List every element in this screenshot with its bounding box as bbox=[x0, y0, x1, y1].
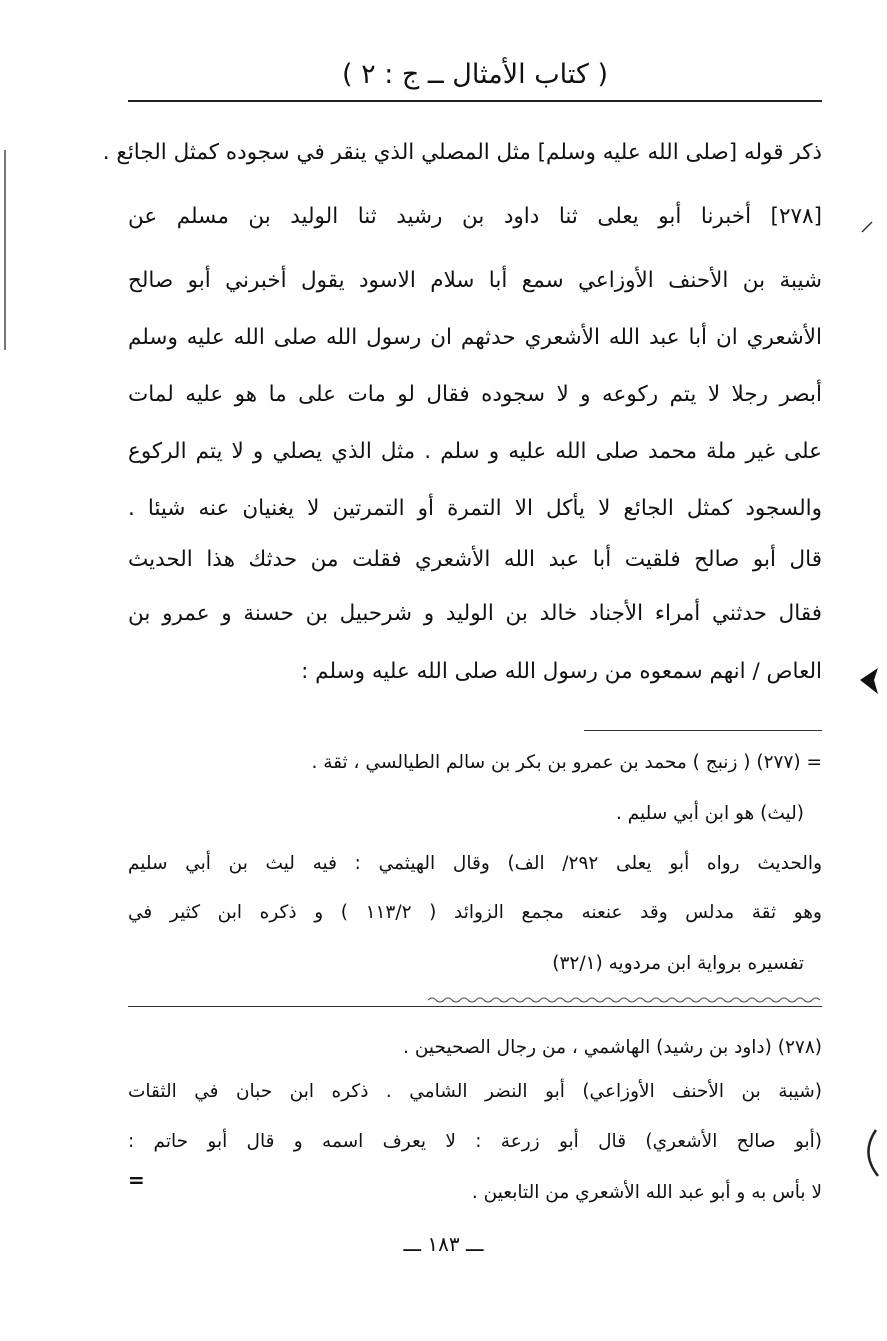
main-text-line: الأشعري ان أبا عبد الله الأشعري حدثهم ان رسول الله صلى الله عليه وسلم bbox=[128, 325, 822, 350]
footnote-separator bbox=[128, 1006, 822, 1007]
margin-tick-icon bbox=[860, 220, 874, 234]
footnote-line: وهو ثقة مدلس وقد عنعنه مجمع الزوائد ( ١١٣/٢ ) و ذكره ابن كثير في bbox=[128, 902, 822, 923]
footnote-line: (أبو صالح الأشعري) قال أبو زرعة : لا يعرف اسمه و قال أبو حاتم : bbox=[128, 1131, 822, 1152]
main-text-line: أبصر رجلا لا يتم ركوعه و لا سجوده فقال لو مات على ما هو عليه لمات bbox=[128, 382, 822, 407]
continuation-mark: = bbox=[128, 1168, 145, 1192]
main-text-line: شيبة بن الأحنف الأوزاعي سمع أبا سلام الاسود يقول أخبرني أبو صالح bbox=[128, 268, 822, 293]
main-text-line: [٢٧٨] أخبرنا أبو يعلى ثنا داود بن رشيد ثنا الوليد بن مسلم عن bbox=[128, 204, 822, 229]
header-rule bbox=[128, 100, 822, 102]
main-text-line: والسجود كمثل الجائع لا يأكل الا التمرة أو التمرتين لا يغنيان عنه شيئا . bbox=[128, 496, 822, 521]
main-text-line: ذكر قوله [صلى الله عليه وسلم] مثل المصلي الذي ينقر في سجوده كمثل الجائع . bbox=[102, 140, 822, 165]
wavy-separator bbox=[128, 996, 822, 1004]
main-text-line: قال أبو صالح فلقيت أبا عبد الله الأشعري فقلت من حدثك هذا الحديث bbox=[128, 547, 822, 572]
running-header: ( كتاب الأمثال ــ ج : ٢ ) bbox=[341, 59, 608, 90]
footnote-line: = (٢٧٧) ( زنبج ) محمد بن عمرو بن بكر بن سالم الطيالسي ، ثقة . bbox=[311, 752, 822, 773]
main-text-line: على غير ملة محمد صلى الله عليه و سلم . مثل الذي يصلي و لا يتم الركوع bbox=[128, 439, 822, 464]
footnote-line: تفسيره برواية ابن مردويه (٣٢/١) bbox=[552, 953, 804, 974]
footnote-separator bbox=[584, 730, 822, 731]
footnote-line: لا بأس به و أبو عبد الله الأشعري من التابعين . bbox=[471, 1182, 822, 1203]
footnote-line: (٢٧٨) (داود بن رشيد) الهاشمي ، من رجال الصحيحين . bbox=[403, 1037, 822, 1058]
scan-edge-mark bbox=[4, 150, 6, 350]
footnote-line: (ليث) هو ابن أبي سليم . bbox=[615, 803, 804, 824]
footnote-line: والحديث رواه أبو يعلى ٢٩٢/ الف) وقال الهيثمي : فيه ليث بن أبي سليم bbox=[128, 853, 822, 874]
page-number: ـــ ١٨٣ ـــ bbox=[403, 1232, 484, 1256]
footnote-line: (شيبة بن الأحنف الأوزاعي) أبو النضر الشامي . ذكره ابن حبان في الثقات bbox=[128, 1081, 822, 1102]
main-text-line: فقال حدثني أمراء الأجناد خالد بن الوليد و شرحبيل بن حسنة و عمرو بن bbox=[128, 601, 822, 626]
margin-bracket-icon bbox=[856, 1128, 884, 1178]
main-text-line: العاص / انهم سمعوه من رسول الله صلى الله عليه وسلم : bbox=[301, 659, 822, 684]
margin-arrow-icon bbox=[858, 660, 882, 700]
